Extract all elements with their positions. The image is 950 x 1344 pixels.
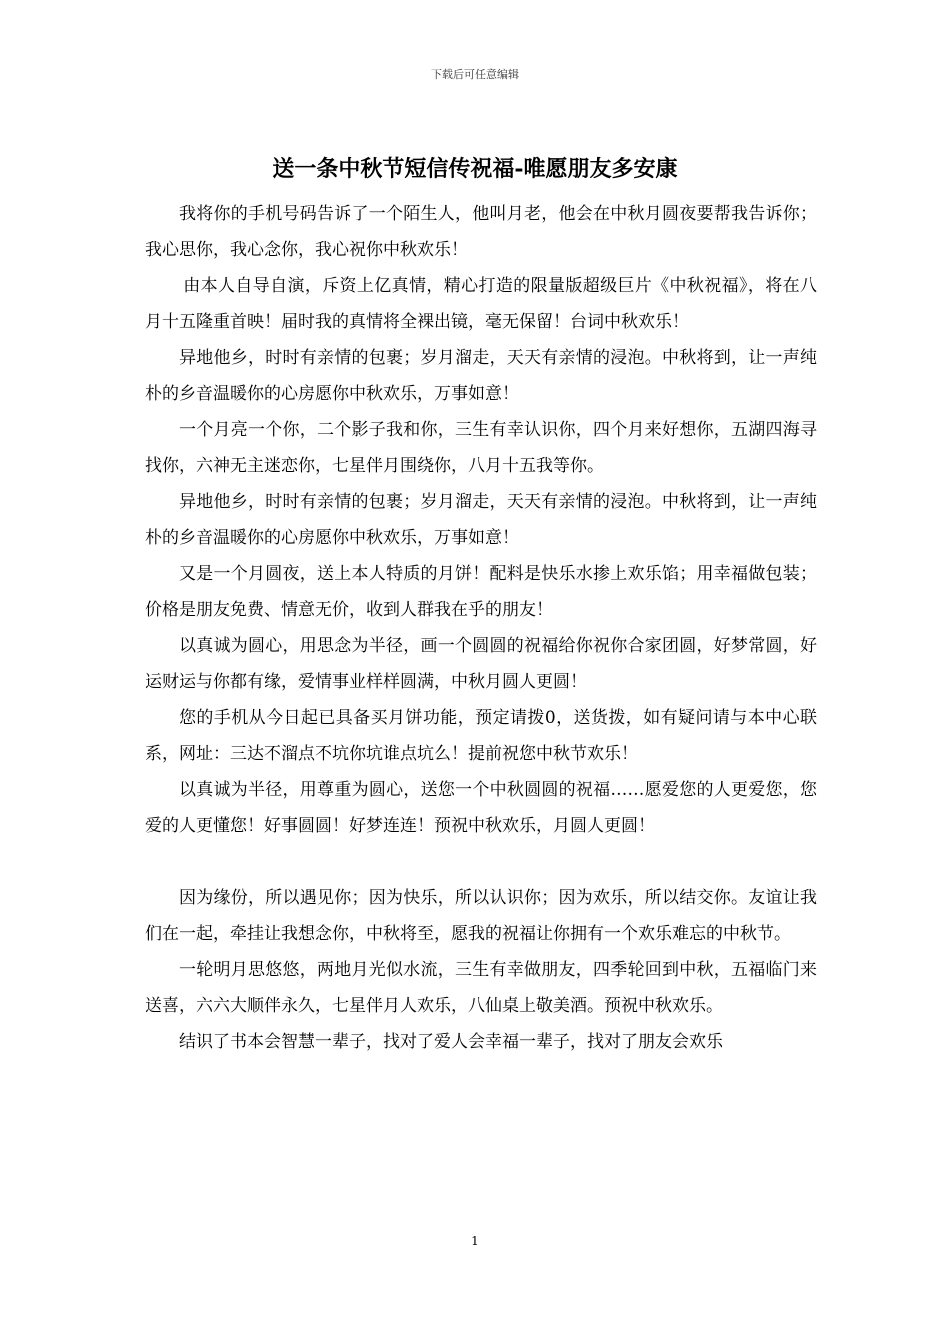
paragraph: 以真诚为半径，用尊重为圆心，送您一个中秋圆圆的祝福……愿爱您的人更爱您，您爱的人更懂您！好事圆圆！好梦连连！预祝中秋欢乐，月圆人更圆！: [145, 780, 817, 836]
paragraph: 您的手机从今日起已具备买月饼功能，预定请拨0，送货拨，如有疑问请与本中心联系，网址：三达不溜点不坑你坑谁点坑么！提前祝您中秋节欢乐！: [145, 708, 817, 764]
paragraph: 一个月亮一个你，二个影子我和你，三生有幸认识你，四个月来好想你，五湖四海寻找你，六神无主迷恋你，七星伴月围绕你，八月十五我等你。: [145, 420, 817, 476]
paragraph: 由本人自导自演，斥资上亿真情，精心打造的限量版超级巨片《中秋祝福》，将在八月十五隆重首映！届时我的真情将全裸出镜，毫无保留！台词中秋欢乐！: [145, 276, 817, 332]
header-note: 下载后可任意编辑: [431, 68, 519, 81]
paragraph: 一轮明月思悠悠，两地月光似水流，三生有幸做朋友，四季轮回到中秋，五福临门来送喜，六六大顺伴永久，七星伴月人欢乐，八仙桌上敬美酒。预祝中秋欢乐。: [145, 960, 817, 1016]
paragraph: 因为缘份，所以遇见你；因为快乐，所以认识你；因为欢乐，所以结交你。友谊让我们在一起，牵挂让我想念你，中秋将至，愿我的祝福让你拥有一个欢乐难忘的中秋节。: [145, 888, 817, 944]
paragraph: 我将你的手机号码告诉了一个陌生人，他叫月老，他会在中秋月圆夜要帮我告诉你；我心思你，我心念你，我心祝你中秋欢乐！: [145, 204, 817, 260]
paragraph: 又是一个月圆夜，送上本人特质的月饼！配料是快乐水掺上欢乐馅；用幸福做包装；价格是朋友免费、情意无价，收到人群我在乎的朋友！: [145, 564, 817, 620]
paragraph: 结识了书本会智慧一辈子，找对了爱人会幸福一辈子，找对了朋友会欢乐: [179, 1032, 723, 1052]
blank-line: [145, 844, 817, 880]
document-body: [145, 196, 817, 1060]
paragraph: 异地他乡，时时有亲情的包裹；岁月溜走，天天有亲情的浸泡。中秋将到，让一声纯朴的乡音温暖你的心房愿你中秋欢乐，万事如意！: [145, 348, 817, 404]
paragraph: 以真诚为圆心，用思念为半径，画一个圆圆的祝福给你祝你合家团圆，好梦常圆，好运财运与你都有缘，爱情事业样样圆满，中秋月圆人更圆！: [145, 636, 817, 692]
page-number: 1: [471, 1234, 479, 1248]
document-title: 送一条中秋节短信传祝福-唯愿朋友多安康: [272, 156, 678, 182]
paragraph: 异地他乡，时时有亲情的包裹；岁月溜走，天天有亲情的浸泡。中秋将到，让一声纯朴的乡音温暖你的心房愿你中秋欢乐，万事如意！: [145, 492, 817, 548]
